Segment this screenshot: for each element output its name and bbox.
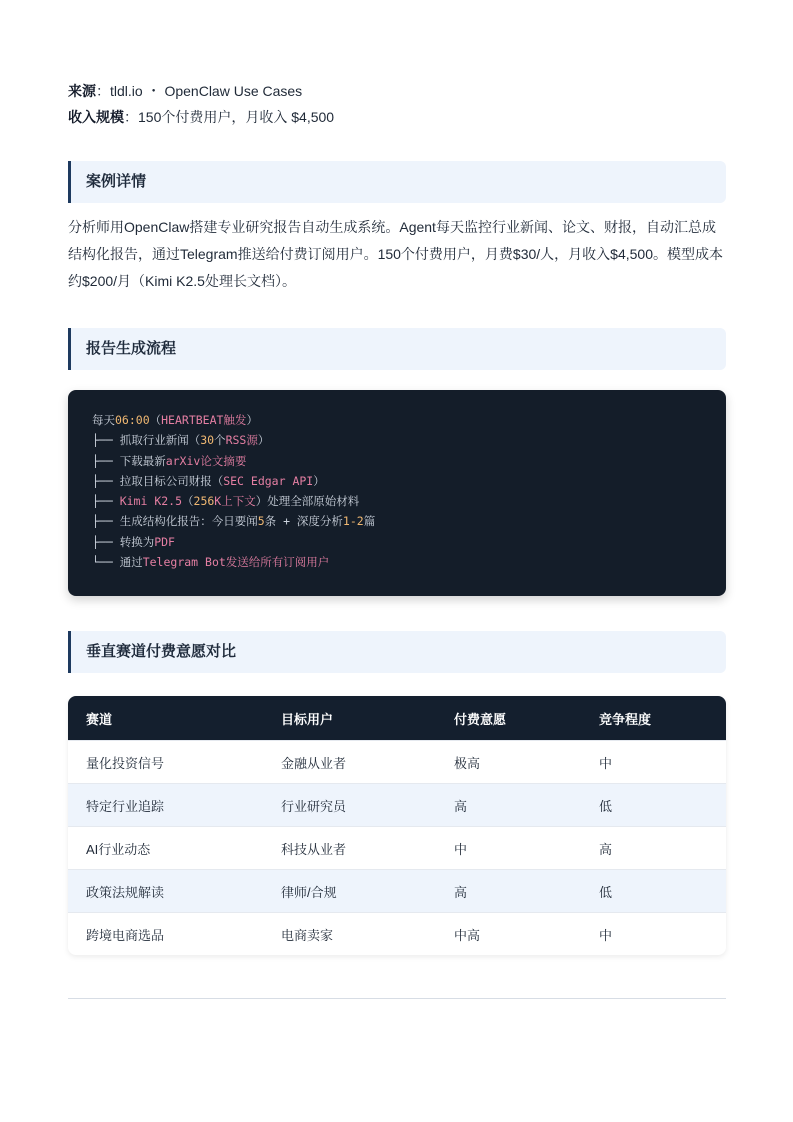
cell-target-user: 律师/合规 [263,870,436,913]
source-line [68,78,334,104]
flow-segment: 5 [257,514,265,529]
revenue-label: 收入规模 [68,109,124,125]
table-header-row [68,696,726,741]
header-willingness: 付费意愿 [436,696,581,741]
cell-target-user: 科技从业者 [263,827,436,870]
flow-segment: ）处理全部原始材料 [255,494,360,509]
cell-track: AI行业动态 [68,827,263,870]
flow-segment: Kimi K2.5 [119,494,183,509]
section-heading-details: 案例详情 [68,161,726,203]
cell-target-user: 行业研究员 [263,784,436,827]
flow-segment: ├── [92,494,120,509]
flow-segment: PDF [154,534,175,549]
header-track: 赛道 [68,696,263,741]
cell-competition: 中 [581,913,726,956]
flow-segment: ） [313,473,325,488]
revenue-value: ：150个付费用户，月收入 $4,500 [124,109,335,125]
flow-line [92,430,726,450]
source-label: 来源 [68,83,96,99]
flow-segment: 256 [193,494,215,509]
cell-willingness: 中高 [436,913,581,956]
cell-competition: 低 [581,784,726,827]
table-row [68,870,726,913]
flow-segment: ├── 抓取行业新闻（ [92,433,201,448]
flow-segment: 1-2 [342,514,364,529]
flow-segment: 条 + 深度分析 [264,514,343,529]
table-row [68,741,726,784]
table-row [68,784,726,827]
flow-segment: ） [257,433,270,448]
cell-willingness: 极高 [436,741,581,784]
flow-segment: RSS源 [225,433,258,448]
meta-block [68,78,334,130]
flow-line [92,491,726,511]
flow-segment: └── 通过 [92,555,143,570]
cell-target-user: 金融从业者 [263,741,436,784]
header-competition: 竞争程度 [581,696,726,741]
flow-line [92,532,726,552]
header-target-user: 目标用户 [263,696,436,741]
cell-competition: 高 [581,827,726,870]
cell-competition: 低 [581,870,726,913]
cell-track: 政策法规解读 [68,870,263,913]
table-row [68,827,726,870]
flow-segment: ├── 拉取目标公司财报（ [92,473,224,488]
cell-track: 特定行业追踪 [68,784,263,827]
flow-segment: （ [149,413,162,427]
flow-line [92,511,726,531]
table-row [68,913,726,956]
source-value: ：tldl.io ・ OpenClaw Use Cases [96,83,303,99]
cell-willingness: 中 [436,827,581,870]
cell-target-user: 电商卖家 [263,913,436,956]
flow-segment: ├── 转换为 [92,534,155,549]
flow-line [92,410,726,430]
flow-segment: SEC Edgar API [223,473,314,488]
flow-segment: 30 [200,433,215,448]
flow-segment: HEARTBEAT触发 [161,413,247,427]
flow-segment: arXiv论文摘要 [165,453,247,468]
section-heading-compare: 垂直赛道付费意愿对比 [68,631,726,673]
flow-segment: ） [246,413,258,427]
revenue-line [68,104,334,130]
flow-segment: ├── 下载最新 [92,453,166,468]
flow-segment: 每天 [92,413,115,427]
flow-segment: ├── 生成结构化报告：今日要闻 [92,514,258,529]
details-paragraph: 分析师用OpenClaw搭建专业研究报告自动生成系统。Agent每天监控行业新闻、论文、财报，自动汇总成结构化报告，通过Telegram推送给付费订阅用户。150个付费用户，月费$30/人，月收入$4,500。模型成本约$200/月（Kimi K2.5处理长文档）。 [68,219,724,289]
flow-segment: K上下文 [214,494,256,509]
flow-line [92,471,726,491]
flow-segment: （ [182,494,194,509]
flow-line [92,451,726,471]
cell-willingness: 高 [436,870,581,913]
flow-segment: 06:00 [115,413,150,427]
footer-divider [68,998,726,999]
cell-competition: 中 [581,741,726,784]
flow-segment: Telegram Bot发送给所有订阅用户 [142,555,330,570]
flow-segment: 篇 [363,514,376,529]
flow-code-block [68,390,726,596]
cell-willingness: 高 [436,784,581,827]
flow-line [92,552,726,572]
flow-segment: 个 [214,433,226,448]
cell-track: 量化投资信号 [68,741,263,784]
comparison-table [68,696,726,955]
cell-track: 跨境电商选品 [68,913,263,956]
section-heading-flow: 报告生成流程 [68,328,726,370]
